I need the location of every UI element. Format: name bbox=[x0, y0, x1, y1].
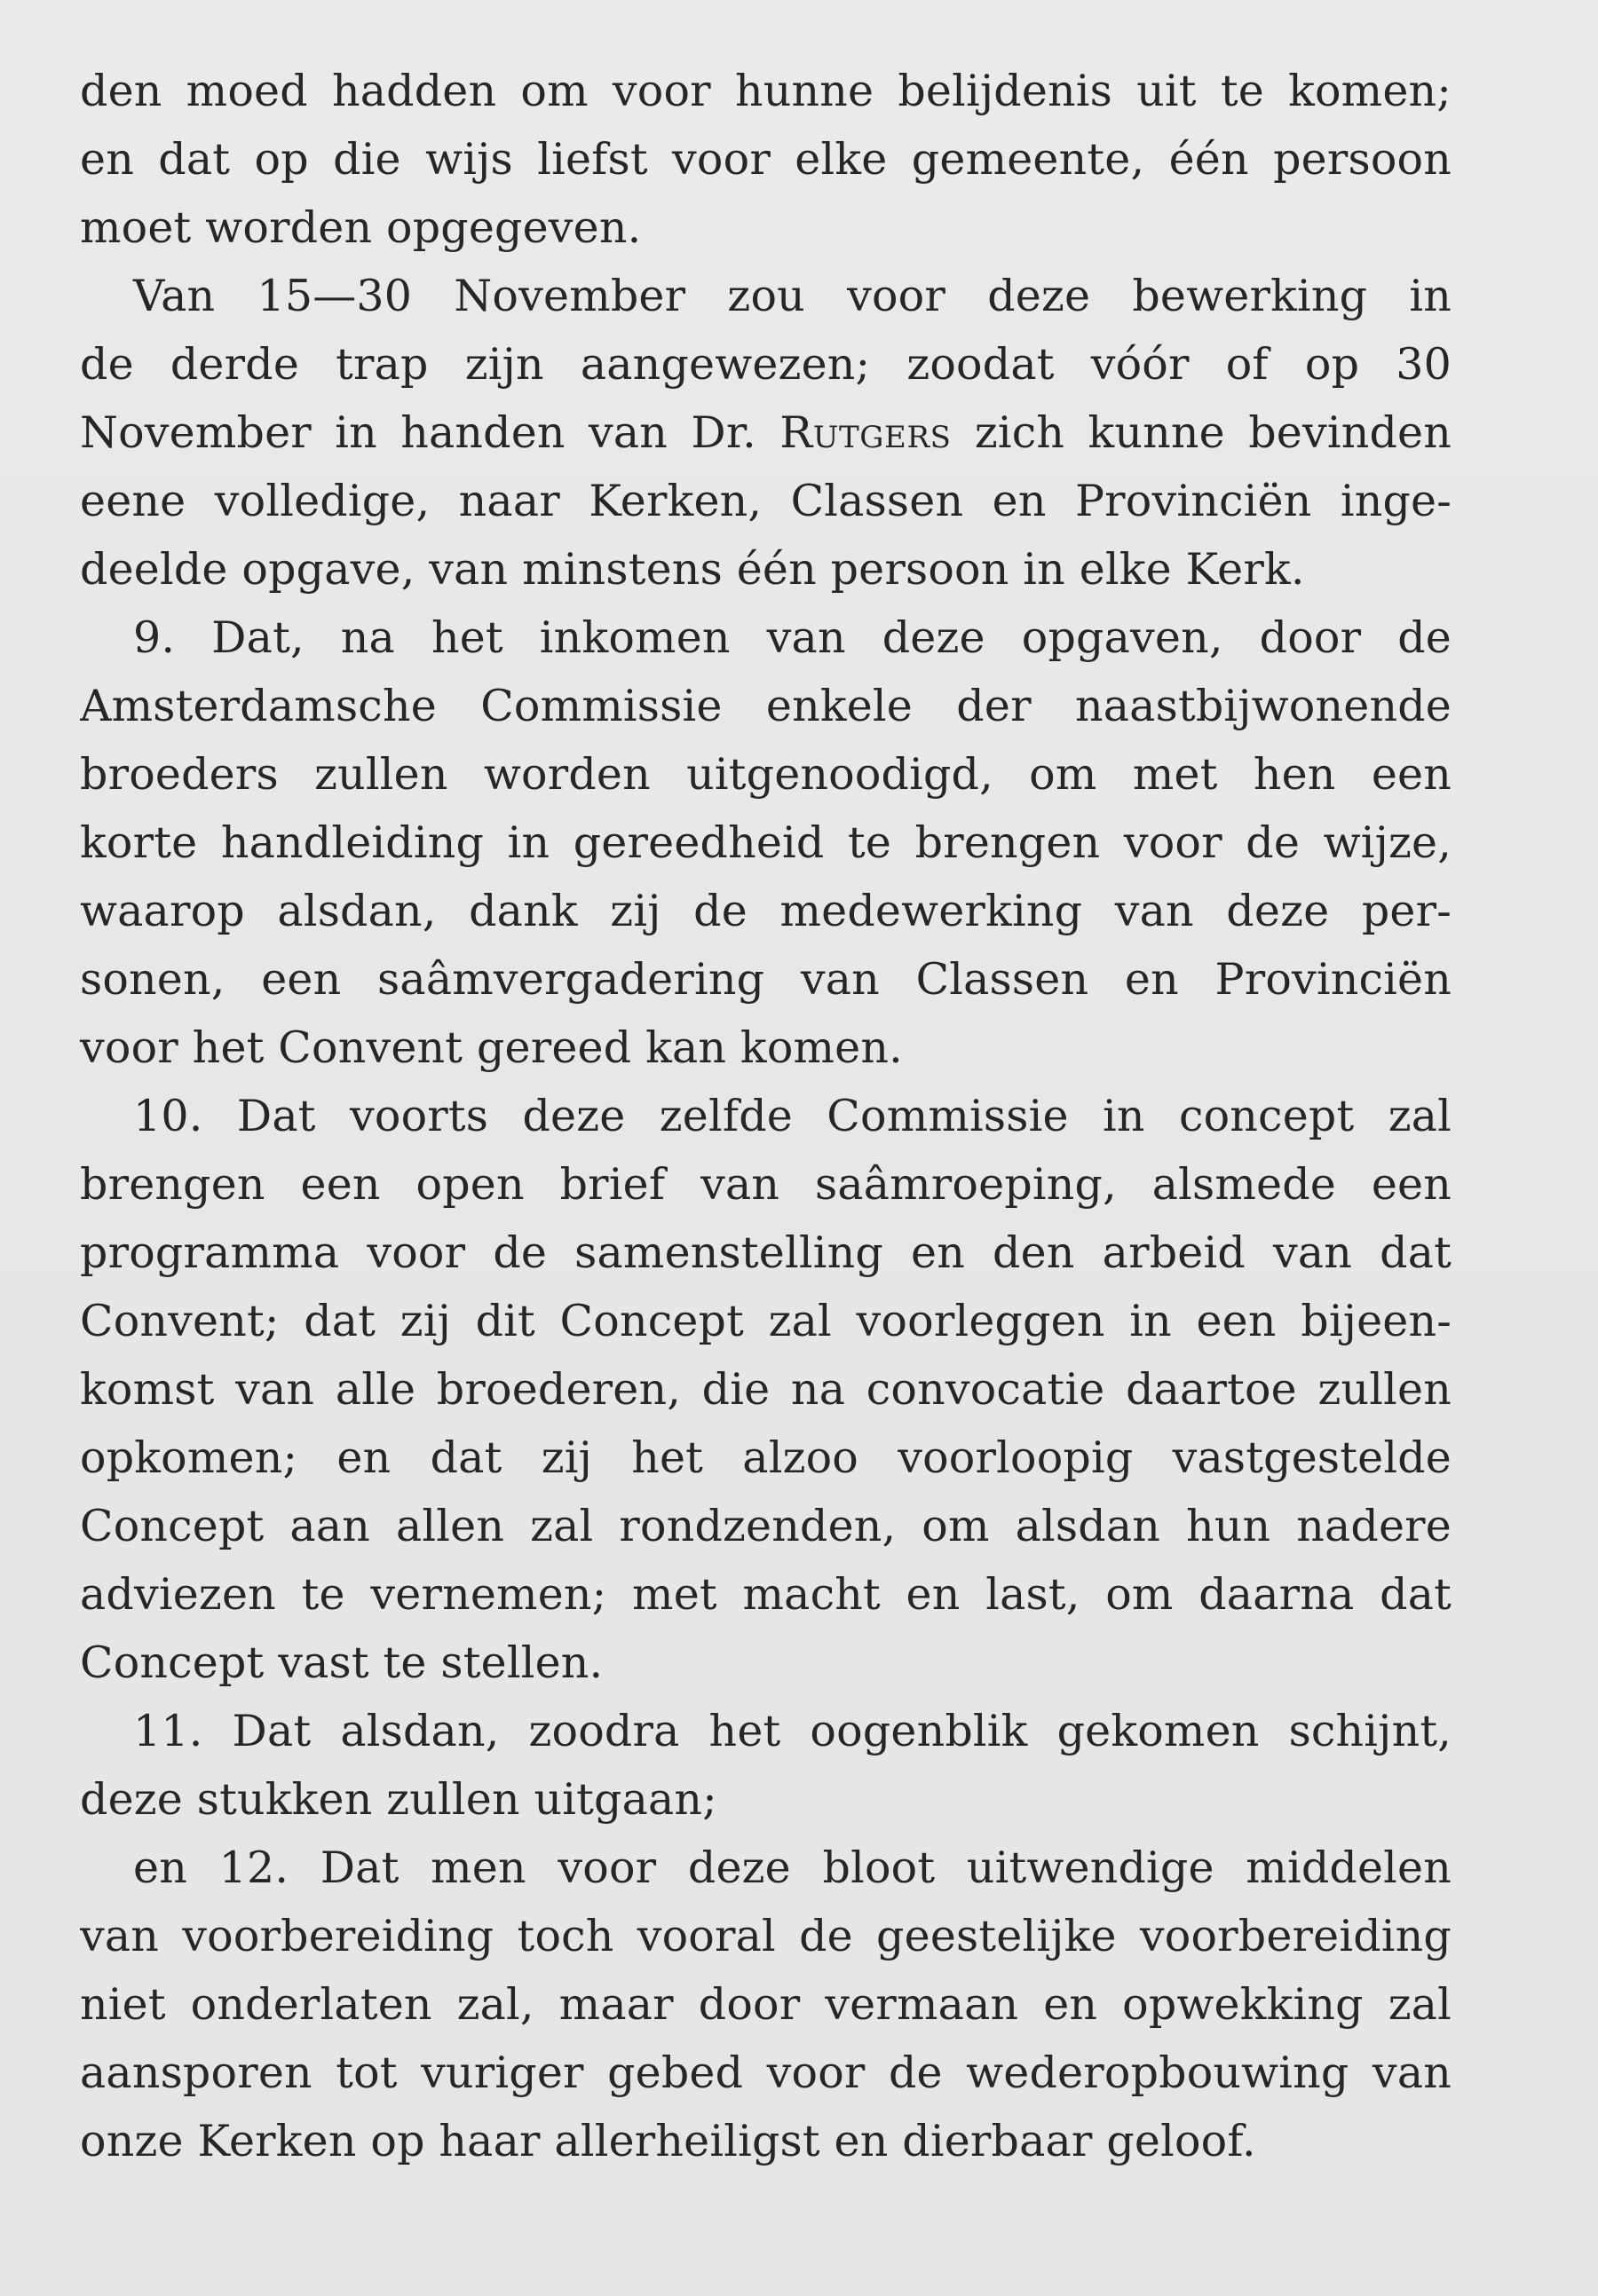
text-line: en 12. Dat men voor deze bloot uitwendige middelen bbox=[133, 1842, 1452, 1893]
text-line: broeders zullen worden uitgenoodigd, om met hen een bbox=[80, 749, 1452, 800]
text-line: den moed hadden om voor hunne belijdenis uit te komen; bbox=[80, 66, 1452, 116]
text-line: niet onderlaten zal, maar door vermaan en opwekking zal bbox=[80, 1979, 1452, 2030]
text-line: deelde opgave, van minstens één persoon in elke Kerk. bbox=[80, 544, 1305, 595]
text-line-part: November in handen van Dr. bbox=[80, 407, 780, 458]
text-line: opkomen; en dat zij het alzoo voorloopig vastgestelde bbox=[80, 1432, 1452, 1483]
text-line: programma voor de samenstelling en den arbeid van dat bbox=[80, 1227, 1452, 1278]
text-line: en dat op die wijs liefst voor elke gemeente, één persoon bbox=[80, 134, 1452, 185]
text-line: 9. Dat, na het inkomen van deze opgaven, door de bbox=[133, 612, 1452, 663]
text-line: onze Kerken op haar allerheiligst en dierbaar geloof. bbox=[80, 2116, 1256, 2166]
text-line: waarop alsdan, dank zij de medewerking van deze per- bbox=[80, 886, 1452, 936]
text-line: moet worden opgegeven. bbox=[80, 202, 642, 253]
text-line: Concept aan allen zal rondzenden, om alsdan hun nadere bbox=[80, 1501, 1452, 1551]
text-line: korte handleiding in gereedheid te brengen voor de wijze, bbox=[80, 817, 1452, 868]
text-line: Amsterdamsche Commissie enkele der naastbijwonende bbox=[80, 681, 1452, 731]
text-line: deze stukken zullen uitgaan; bbox=[80, 1774, 717, 1825]
text-line: van voorbereiding toch vooral de geestelijke voorbereiding bbox=[80, 1911, 1452, 1961]
text-line: sonen, een saâmvergadering van Classen en Provinciën bbox=[80, 954, 1452, 1005]
text-line: brengen een open brief van saâmroeping, alsmede een bbox=[80, 1159, 1452, 1210]
paragraph bbox=[80, 1697, 1452, 1834]
text-line: Van 15—30 November zou voor deze bewerking in bbox=[133, 271, 1452, 321]
text-line: adviezen te vernemen; met macht en last, om daarna dat bbox=[80, 1569, 1452, 1620]
text-line-part: zich kunne bevinden bbox=[951, 407, 1452, 458]
paragraph bbox=[80, 1834, 1452, 2175]
text-line: voor het Convent gereed kan komen. bbox=[80, 1022, 903, 1073]
name-smallcaps: Rutgers bbox=[779, 407, 952, 458]
text-line: komst van alle broederen, die na convocatie daartoe zullen bbox=[80, 1364, 1452, 1415]
text-line: 10. Dat voorts deze zelfde Commissie in concept zal bbox=[133, 1091, 1452, 1141]
text-line: de derde trap zijn aangewezen; zoodat vóór of op 30 bbox=[80, 339, 1452, 390]
text-line bbox=[80, 398, 1452, 467]
text-line: Convent; dat zij dit Concept zal voorleggen in een bijeen- bbox=[80, 1296, 1452, 1346]
paragraph bbox=[80, 1082, 1452, 1697]
paragraph bbox=[80, 604, 1452, 1082]
text-line: Concept vast te stellen. bbox=[80, 1637, 604, 1688]
paragraph bbox=[80, 262, 1452, 604]
text-line: aansporen tot vuriger gebed voor de wederopbouwing van bbox=[80, 2047, 1452, 2098]
paragraph bbox=[80, 57, 1452, 262]
text-line: 11. Dat alsdan, zoodra het oogenblik gekomen schijnt, bbox=[133, 1706, 1452, 1756]
text-line: eene volledige, naar Kerken, Classen en Provinciën inge- bbox=[80, 476, 1452, 526]
body-text bbox=[80, 57, 1452, 2175]
